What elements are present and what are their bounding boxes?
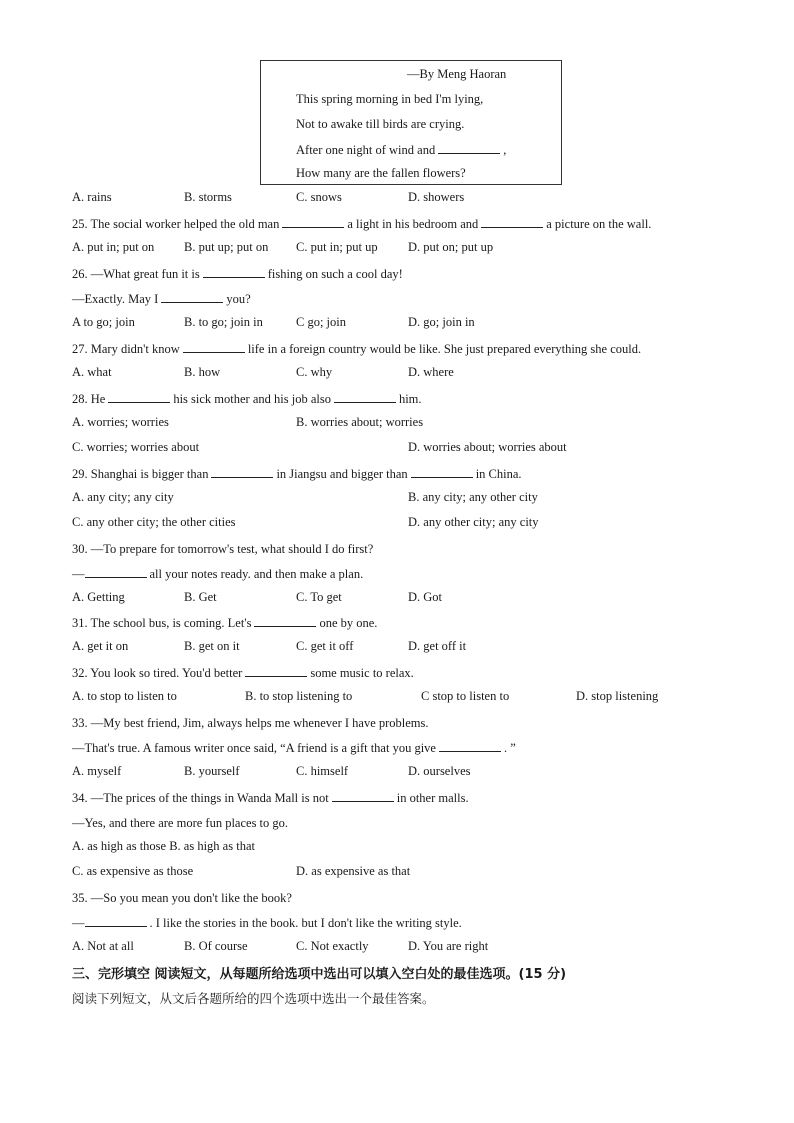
poem-line-3-end: , xyxy=(503,143,507,157)
q29-stem-part1: 29. Shanghai is bigger than xyxy=(72,467,209,481)
q25-stem-part2: a light in his bedroom and xyxy=(347,217,479,231)
answer-blank xyxy=(439,740,501,752)
q30-reply-part2: all your notes ready. and then make a plan. xyxy=(149,567,364,581)
q26-reply xyxy=(72,290,251,308)
q29-stem xyxy=(72,465,522,483)
q35-option-a: A. Not at all xyxy=(72,939,134,953)
q24-option-a: A. rains xyxy=(72,190,112,204)
q35-reply xyxy=(72,914,462,932)
q31-stem-part1: 31. The school bus, is coming. Let's xyxy=(72,616,252,630)
q32-option-b: B. to stop listening to xyxy=(245,689,353,703)
q33-reply-part1: —That's true. A famous writer once said, “A friend is a gift that you give xyxy=(72,741,436,755)
poem-line-4: How many are the fallen flowers? xyxy=(296,166,466,180)
q26-option-b: B. to go; join in xyxy=(184,315,263,329)
poem-author: —By Meng Haoran xyxy=(407,67,507,81)
q33-reply xyxy=(72,739,516,757)
answer-blank xyxy=(203,266,265,278)
q25-stem-part3: a picture on the wall. xyxy=(546,217,652,231)
q34-option-d: D. as expensive as that xyxy=(296,864,411,878)
answer-blank xyxy=(332,790,394,802)
q28-stem-part1: 28. He xyxy=(72,392,106,406)
q34-stem-part2: in other malls. xyxy=(396,791,469,805)
q29-option-d: D. any other city; any city xyxy=(408,515,539,529)
q31-stem-part2: one by one. xyxy=(319,616,378,630)
q25-option-b: B. put up; put on xyxy=(184,240,269,254)
q29-option-a: A. any city; any city xyxy=(72,490,174,504)
q34-stem xyxy=(72,789,469,807)
q33-reply-part2: . ” xyxy=(503,741,516,755)
q30-stem: 30. —To prepare for tomorrow's test, what should I do first? xyxy=(72,542,374,556)
q35-reply-part2: . I like the stories in the book. but I don't like the writing style. xyxy=(149,916,462,930)
q28-stem xyxy=(72,390,422,408)
q35-reply-part1: — xyxy=(72,916,85,930)
answer-blank xyxy=(85,915,147,927)
q34-stem-part1: 34. —The prices of the things in Wanda Mall is not xyxy=(72,791,329,805)
answer-blank xyxy=(183,341,245,353)
q26-reply-part1: —Exactly. May I xyxy=(72,292,159,306)
q30-reply xyxy=(72,565,363,583)
q26-stem-part2: fishing on such a cool day! xyxy=(267,267,403,281)
q27-stem-part2: life in a foreign country would be like. She just prepared everything she could. xyxy=(247,342,642,356)
answer-blank xyxy=(254,615,316,627)
q26-option-c: C go; join xyxy=(296,315,347,329)
q27-stem-part1: 27. Mary didn't know xyxy=(72,342,180,356)
answer-blank xyxy=(211,466,273,478)
q33-option-b: B. yourself xyxy=(184,764,240,778)
q34-reply: —Yes, and there are more fun places to go. xyxy=(72,816,289,830)
q33-stem: 33. —My best friend, Jim, always helps me whenever I have problems. xyxy=(72,716,429,730)
q27-option-b: B. how xyxy=(184,365,221,379)
q24-option-d: D. showers xyxy=(408,190,465,204)
answer-blank xyxy=(161,291,223,303)
poem-box xyxy=(260,60,562,185)
q27-option-d: D. where xyxy=(408,365,454,379)
q31-option-d: D. get off it xyxy=(408,639,467,653)
q30-option-d: D. Got xyxy=(408,590,443,604)
q28-option-c: C. worries; worries about xyxy=(72,440,200,454)
q28-option-b: B. worries about; worries xyxy=(296,415,424,429)
q35-stem: 35. —So you mean you don't like the book? xyxy=(72,891,292,905)
q35-option-b: B. Of course xyxy=(184,939,248,953)
q34-option-ab: A. as high as those B. as high as that xyxy=(72,839,255,853)
q30-reply-part1: — xyxy=(72,567,85,581)
q26-reply-part2: you? xyxy=(226,292,251,306)
answer-blank xyxy=(411,466,473,478)
q27-option-a: A. what xyxy=(72,365,112,379)
q29-option-c: C. any other city; the other cities xyxy=(72,515,236,529)
poem-line-2: Not to awake till birds are crying. xyxy=(296,117,465,131)
q32-stem-part1: 32. You look so tired. You'd better xyxy=(72,666,243,680)
q33-option-a: A. myself xyxy=(72,764,122,778)
q27-option-c: C. why xyxy=(296,365,333,379)
q25-option-d: D. put on; put up xyxy=(408,240,494,254)
q28-stem-part3: him. xyxy=(398,392,422,406)
q24-option-c: C. snows xyxy=(296,190,342,204)
q28-option-d: D. worries about; worries about xyxy=(408,440,567,454)
q27-stem xyxy=(72,340,641,358)
answer-blank xyxy=(282,216,344,228)
q32-stem xyxy=(72,664,414,682)
section-title: 三、完形填空 阅读短文，从每题所给选项中选出可以填入空白处的最佳选项。(15 分) xyxy=(72,967,567,982)
q33-option-d: D. ourselves xyxy=(408,764,471,778)
q28-stem-part2: his sick mother and his job also xyxy=(173,392,331,406)
q28-option-a: A. worries; worries xyxy=(72,415,169,429)
q24-option-b: B. storms xyxy=(184,190,232,204)
q26-option-d: D. go; join in xyxy=(408,315,475,329)
q25-option-c: C. put in; put up xyxy=(296,240,378,254)
q31-stem xyxy=(72,614,377,632)
q32-option-d: D. stop listening xyxy=(576,689,659,703)
q31-option-b: B. get on it xyxy=(184,639,240,653)
q29-stem-part3: in China. xyxy=(475,467,522,481)
q29-stem-part2: in Jiangsu and bigger than xyxy=(276,467,408,481)
q34-option-c: C. as expensive as those xyxy=(72,864,194,878)
poem-line-1: This spring morning in bed I'm lying, xyxy=(296,92,484,106)
q32-option-a: A. to stop to listen to xyxy=(72,689,177,703)
q30-option-a: A. Getting xyxy=(72,590,125,604)
q31-option-a: A. get it on xyxy=(72,639,129,653)
answer-blank xyxy=(438,142,500,154)
q25-stem-part1: 25. The social worker helped the old man xyxy=(72,217,280,231)
section-instruction: 阅读下列短文，从文后各题所给的四个选项中选出一个最佳答案。 xyxy=(72,991,435,1006)
q30-option-c: C. To get xyxy=(296,590,342,604)
answer-blank xyxy=(481,216,543,228)
q26-stem xyxy=(72,265,403,283)
q29-option-b: B. any city; any other city xyxy=(408,490,538,504)
poem-line-3-text: After one night of wind and xyxy=(296,143,436,157)
q35-option-d: D. You are right xyxy=(408,939,489,953)
q26-stem-part1: 26. —What great fun it is xyxy=(72,267,200,281)
q25-stem xyxy=(72,215,651,233)
q35-option-c: C. Not exactly xyxy=(296,939,369,953)
answer-blank xyxy=(85,566,147,578)
q25-option-a: A. put in; put on xyxy=(72,240,155,254)
q32-stem-part2: some music to relax. xyxy=(310,666,414,680)
q33-option-c: C. himself xyxy=(296,764,349,778)
poem-line-3 xyxy=(296,142,506,158)
answer-blank xyxy=(245,665,307,677)
q31-option-c: C. get it off xyxy=(296,639,354,653)
answer-blank xyxy=(108,391,170,403)
q32-option-c: C stop to listen to xyxy=(421,689,510,703)
q30-option-b: B. Get xyxy=(184,590,217,604)
answer-blank xyxy=(334,391,396,403)
q26-option-a: A to go; join xyxy=(72,315,135,329)
